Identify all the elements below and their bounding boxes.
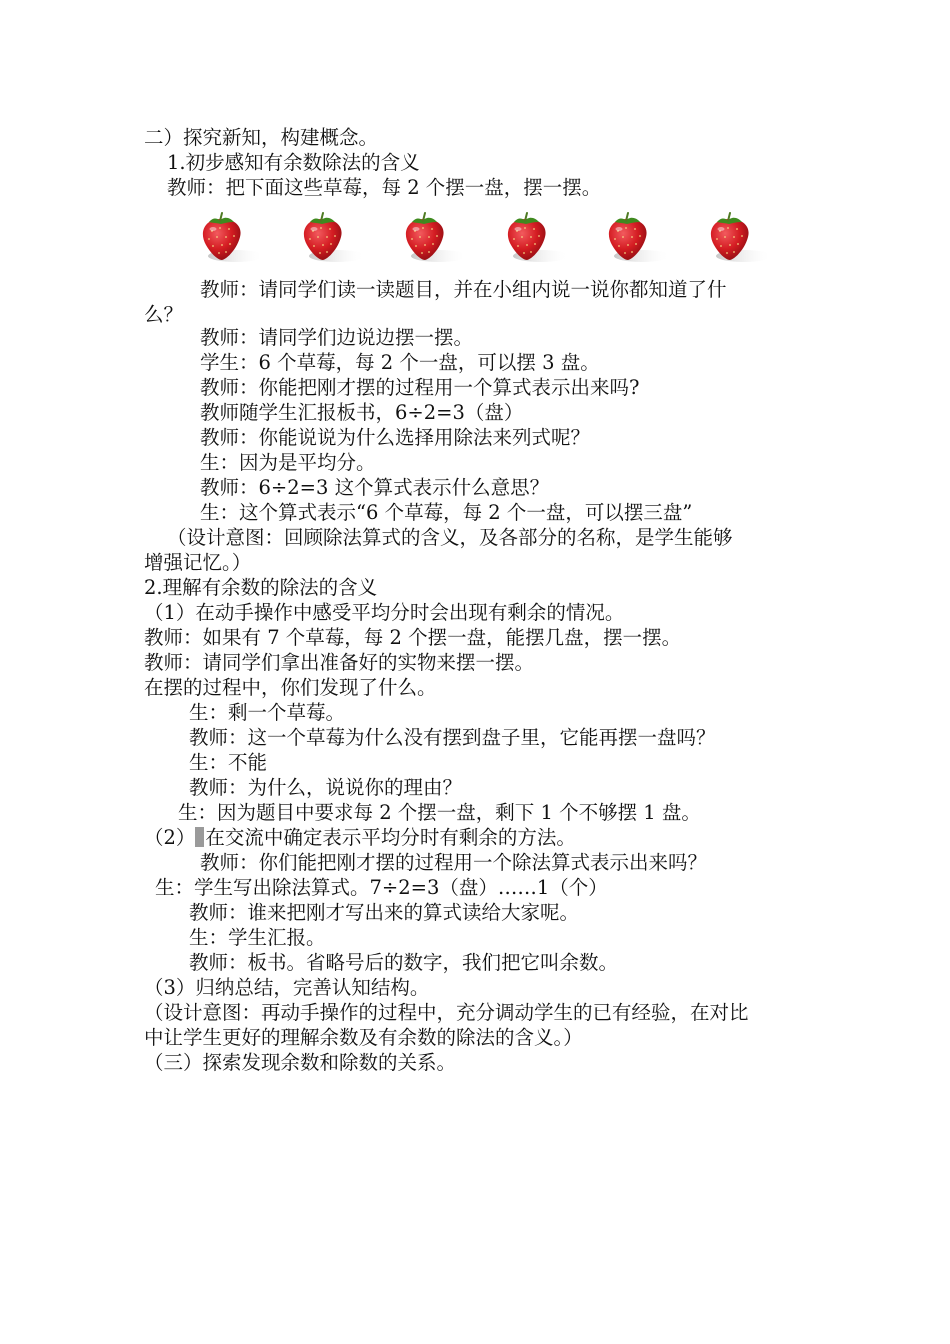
paragraph	[144, 825, 576, 850]
paragraph: 教师：你们能把刚才摆的过程用一个除法算式表示出来吗？	[200, 851, 708, 874]
strawberry-icon	[700, 207, 774, 267]
item-text: 在交流中确定表示平均分时有剩余的方法。	[205, 826, 576, 849]
design-note: （设计意图：回顾除法算式的含义，及各部分的名称，是学生能够	[167, 526, 733, 549]
paragraph: 生：学生汇报。	[189, 926, 326, 949]
text-cursor	[195, 827, 204, 847]
strawberry-icon	[293, 207, 367, 267]
paragraph: 教师：如果有 7 个草莓，每 2 个摆一盘，能摆几盘，摆一摆。	[144, 626, 682, 649]
design-note: （设计意图：再动手操作的过程中，充分调动学生的已有经验，在对比	[144, 1001, 749, 1024]
paragraph: 教师：谁来把刚才写出来的算式读给大家呢。	[189, 901, 580, 924]
strawberry-icon	[497, 207, 571, 267]
design-note: 中让学生更好的理解余数及有余数的除法的含义。）	[144, 1026, 583, 1049]
paragraph: 教师：请同学们边说边摆一摆。	[200, 326, 474, 349]
paragraph: （3）归纳总结，完善认知结构。	[144, 976, 430, 999]
paragraph: 生：因为是平均分。	[200, 451, 376, 474]
paragraph: 生：不能	[189, 751, 268, 774]
strawberry-icon	[395, 207, 469, 267]
paragraph: （1）在动手操作中感受平均分时会出现有剩余的情况。	[144, 601, 625, 624]
item-number: （2）	[144, 826, 196, 849]
paragraph: 在摆的过程中，你们发现了什么。	[144, 676, 437, 699]
paragraph: 教师：请同学们拿出准备好的实物来摆一摆。	[144, 651, 535, 674]
paragraph: 生：剩一个草莓。	[189, 701, 346, 724]
subsection-heading: 1.初步感知有余数除法的含义	[167, 151, 420, 174]
paragraph: 生：学生写出除法算式。7÷2=3（盘）……1（个）	[155, 876, 608, 899]
subsection-heading: 2.理解有余数的除法的含义	[144, 576, 378, 599]
paragraph: 教师：板书。省略号后的数字，我们把它叫余数。	[189, 951, 619, 974]
design-note: 增强记忆。）	[144, 551, 252, 574]
paragraph: 教师：6÷2=3 这个算式表示什么意思？	[200, 476, 550, 499]
section-heading: （三）探索发现余数和除数的关系。	[144, 1051, 457, 1074]
paragraph: 教师：为什么，说说你的理由？	[189, 776, 463, 799]
paragraph: 么？	[144, 303, 184, 326]
strawberry-icon	[598, 207, 672, 267]
strawberry-icon	[192, 207, 266, 267]
paragraph: 教师：你能把刚才摆的过程用一个算式表示出来吗?	[200, 376, 640, 399]
paragraph: 教师：把下面这些草莓，每 2 个摆一盘，摆一摆。	[167, 176, 602, 199]
section-heading: 二）探究新知，构建概念。	[144, 126, 379, 149]
paragraph: 教师：你能说说为什么选择用除法来列式呢？	[200, 426, 591, 449]
paragraph: 生：这个算式表示“6 个草莓，每 2 个一盘，可以摆三盘”	[200, 501, 693, 524]
paragraph: 学生：6 个草莓，每 2 个一盘，可以摆 3 盘。	[200, 351, 600, 374]
paragraph: 生：因为题目中要求每 2 个摆一盘，剩下 1 个不够摆 1 盘。	[178, 801, 701, 824]
paragraph: 教师随学生汇报板书，6÷2=3（盘）	[200, 401, 524, 424]
paragraph: 教师：请同学们读一读题目，并在小组内说一说你都知道了什	[200, 278, 727, 301]
paragraph: 教师：这一个草莓为什么没有摆到盘子里，它能再摆一盘吗？	[189, 726, 716, 749]
